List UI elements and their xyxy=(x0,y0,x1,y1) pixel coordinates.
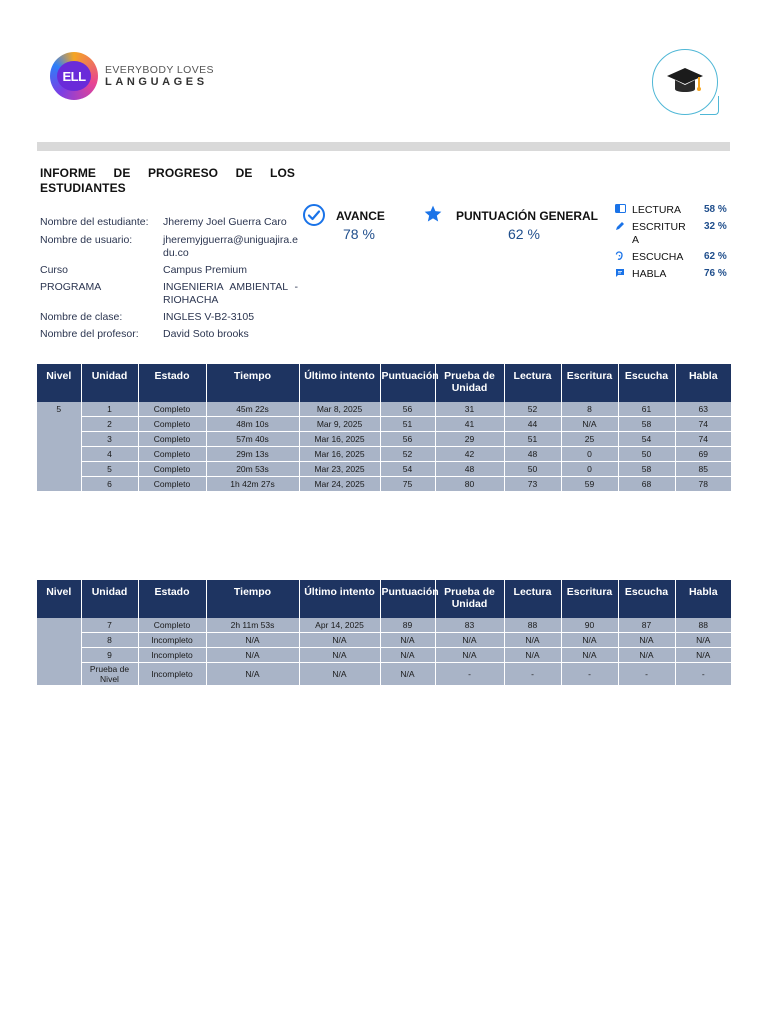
header-divider xyxy=(37,142,730,151)
table-cell: 45m 22s xyxy=(206,402,299,417)
nivel-cell xyxy=(37,618,81,686)
table-cell: 63 xyxy=(675,402,731,417)
username-value: jheremyjguerra@uniguajira.edu.co xyxy=(163,234,298,259)
table-cell: 89 xyxy=(380,618,435,633)
table-cell: 50 xyxy=(618,447,675,462)
table-cell: Completo xyxy=(138,618,206,633)
table-cell: 29 xyxy=(435,432,504,447)
column-header: Tiempo xyxy=(206,364,299,402)
table-cell: Completo xyxy=(138,447,206,462)
table-row xyxy=(37,417,731,432)
nivel-cell: 5 xyxy=(37,402,81,492)
table-cell: N/A xyxy=(561,633,618,648)
column-header: Puntuación xyxy=(380,364,435,402)
table-cell: 52 xyxy=(504,402,561,417)
column-header: Escucha xyxy=(618,364,675,402)
table-cell: N/A xyxy=(675,633,731,648)
table-cell: N/A xyxy=(618,633,675,648)
table-cell: 69 xyxy=(675,447,731,462)
table-cell: N/A xyxy=(435,648,504,663)
table-cell: 56 xyxy=(380,402,435,417)
table-cell: Apr 14, 2025 xyxy=(299,618,380,633)
course-label: Curso xyxy=(40,264,69,276)
table-cell: 48 xyxy=(435,462,504,477)
table-cell: N/A xyxy=(206,663,299,686)
table-cell: N/A xyxy=(561,648,618,663)
table-row xyxy=(37,618,731,633)
table-cell: Mar 16, 2025 xyxy=(299,432,380,447)
table-cell: 57m 40s xyxy=(206,432,299,447)
table-cell: Incompleto xyxy=(138,633,206,648)
table-cell: 6 xyxy=(81,477,138,492)
table-row xyxy=(37,663,731,686)
table-cell: 7 xyxy=(81,618,138,633)
table-cell: Completo xyxy=(138,462,206,477)
logo-line-1: EVERYBODY LOVES xyxy=(105,64,214,76)
table-cell: Mar 9, 2025 xyxy=(299,417,380,432)
puntuacion-label: PUNTUACIÓN GENERAL xyxy=(456,209,599,223)
speech-bubble-icon xyxy=(614,268,626,280)
table-cell: N/A xyxy=(380,663,435,686)
table-row xyxy=(37,447,731,462)
table-cell: 61 xyxy=(618,402,675,417)
star-icon xyxy=(423,204,443,229)
program-label: PROGRAMA xyxy=(40,281,102,293)
table-cell: 3 xyxy=(81,432,138,447)
class-value: INGLES V-B2-3105 xyxy=(163,311,255,323)
skill-label-habla: HABLA xyxy=(632,268,667,280)
table-cell: N/A xyxy=(206,648,299,663)
table-cell: 88 xyxy=(504,618,561,633)
table-cell: 2 xyxy=(81,417,138,432)
table-cell: 88 xyxy=(675,618,731,633)
table-cell: 1 xyxy=(81,402,138,417)
table-cell: 75 xyxy=(380,477,435,492)
table-cell: 74 xyxy=(675,432,731,447)
table-row xyxy=(37,462,731,477)
column-header: Unidad xyxy=(81,580,138,618)
table-header-row xyxy=(37,364,731,402)
table-cell: N/A xyxy=(435,633,504,648)
table-cell: - xyxy=(618,663,675,686)
table-cell: N/A xyxy=(380,648,435,663)
skill-label-escritura: ESCRITURA xyxy=(632,221,686,246)
table-cell: N/A xyxy=(504,648,561,663)
table-cell: Completo xyxy=(138,432,206,447)
brand-logo xyxy=(50,50,214,102)
table-cell: N/A xyxy=(206,633,299,648)
table-cell: N/A xyxy=(380,633,435,648)
table-cell: 48m 10s xyxy=(206,417,299,432)
logo-mark: ELL xyxy=(57,61,91,91)
teacher-label: Nombre del profesor: xyxy=(40,328,139,340)
column-header: Puntuación xyxy=(380,580,435,618)
column-header: Estado xyxy=(138,580,206,618)
table-cell: 20m 53s xyxy=(206,462,299,477)
table-row xyxy=(37,633,731,648)
course-value: Campus Premium xyxy=(163,264,248,276)
table-cell: 51 xyxy=(504,432,561,447)
table-cell: Completo xyxy=(138,402,206,417)
column-header: Escritura xyxy=(561,364,618,402)
column-header: Lectura xyxy=(504,364,561,402)
column-header: Unidad xyxy=(81,364,138,402)
table-row xyxy=(37,402,731,417)
column-header: Prueba de Unidad xyxy=(435,364,504,402)
class-label: Nombre de clase: xyxy=(40,311,123,323)
progress-table-level-5 xyxy=(37,364,731,492)
table-row xyxy=(37,648,731,663)
skill-value-escritura: 32 % xyxy=(704,221,727,232)
table-cell: 54 xyxy=(380,462,435,477)
table-cell: - xyxy=(504,663,561,686)
table-cell: Mar 16, 2025 xyxy=(299,447,380,462)
column-header: Prueba de Unidad xyxy=(435,580,504,618)
table-cell: 42 xyxy=(435,447,504,462)
table-header-row xyxy=(37,580,731,618)
table-cell: 58 xyxy=(618,462,675,477)
graduation-badge xyxy=(652,49,718,115)
table-cell: 9 xyxy=(81,648,138,663)
table-cell: 78 xyxy=(675,477,731,492)
table-cell: 80 xyxy=(435,477,504,492)
skill-label-escucha: ESCUCHA xyxy=(632,251,684,263)
table-cell: 8 xyxy=(561,402,618,417)
student-name-label: Nombre del estudiante: xyxy=(40,216,149,228)
table-cell: Incompleto xyxy=(138,648,206,663)
table-cell: - xyxy=(435,663,504,686)
table-cell: 74 xyxy=(675,417,731,432)
table-body xyxy=(37,402,731,492)
book-icon xyxy=(614,204,626,216)
table-cell: - xyxy=(675,663,731,686)
table-cell: Incompleto xyxy=(138,663,206,686)
table-cell: Completo xyxy=(138,477,206,492)
username-label: Nombre de usuario: xyxy=(40,234,133,246)
table-cell: Mar 24, 2025 xyxy=(299,477,380,492)
table-cell: 4 xyxy=(81,447,138,462)
table-cell: 8 xyxy=(81,633,138,648)
table-cell: Completo xyxy=(138,417,206,432)
table-cell: 83 xyxy=(435,618,504,633)
table-cell: 25 xyxy=(561,432,618,447)
table-cell: Prueba de Nivel xyxy=(81,663,138,686)
logo-line-2: LANGUAGES xyxy=(105,76,208,88)
progress-table-level-6 xyxy=(37,580,731,686)
table-cell: Mar 8, 2025 xyxy=(299,402,380,417)
ear-icon xyxy=(614,251,626,263)
skill-label-lectura: LECTURA xyxy=(632,204,682,216)
puntuacion-value: 62 % xyxy=(508,226,540,242)
column-header: Nivel xyxy=(37,364,81,402)
column-header: Nivel xyxy=(37,580,81,618)
column-header: Último intento xyxy=(299,364,380,402)
avance-value: 78 % xyxy=(343,226,375,242)
table-cell: N/A xyxy=(299,663,380,686)
table-cell: - xyxy=(561,663,618,686)
table-cell: 58 xyxy=(618,417,675,432)
table-cell: 85 xyxy=(675,462,731,477)
check-circle-icon xyxy=(302,203,326,232)
column-header: Lectura xyxy=(504,580,561,618)
program-value: INGENIERIA AMBIENTAL - RIOHACHA xyxy=(163,281,298,306)
table-cell: 0 xyxy=(561,447,618,462)
table-cell: 41 xyxy=(435,417,504,432)
table-cell: 73 xyxy=(504,477,561,492)
report-title: INFORME DE PROGRESO DE LOS ESTUDIANTES xyxy=(40,166,295,195)
table-cell: 31 xyxy=(435,402,504,417)
skill-value-escucha: 62 % xyxy=(704,251,727,262)
column-header: Último intento xyxy=(299,580,380,618)
table-cell: 54 xyxy=(618,432,675,447)
table-row xyxy=(37,432,731,447)
table-cell: Mar 23, 2025 xyxy=(299,462,380,477)
table-cell: N/A xyxy=(299,633,380,648)
table-cell: N/A xyxy=(618,648,675,663)
table-cell: 2h 11m 53s xyxy=(206,618,299,633)
column-header: Escritura xyxy=(561,580,618,618)
table-cell: 0 xyxy=(561,462,618,477)
table-cell: 1h 42m 27s xyxy=(206,477,299,492)
table-cell: 59 xyxy=(561,477,618,492)
table-cell: N/A xyxy=(675,648,731,663)
table-cell: N/A xyxy=(561,417,618,432)
column-header: Escucha xyxy=(618,580,675,618)
table-cell: 51 xyxy=(380,417,435,432)
table-cell: 56 xyxy=(380,432,435,447)
table-cell: 44 xyxy=(504,417,561,432)
table-cell: N/A xyxy=(299,648,380,663)
column-header: Tiempo xyxy=(206,580,299,618)
pencil-icon xyxy=(614,221,626,233)
skill-value-lectura: 58 % xyxy=(704,204,727,215)
table-cell: 68 xyxy=(618,477,675,492)
table-cell: 87 xyxy=(618,618,675,633)
table-cell: 48 xyxy=(504,447,561,462)
teacher-value: David Soto brooks xyxy=(163,328,249,340)
skill-value-habla: 76 % xyxy=(704,268,727,279)
table-cell: N/A xyxy=(504,633,561,648)
column-header: Estado xyxy=(138,364,206,402)
table-cell: 50 xyxy=(504,462,561,477)
table-row xyxy=(37,477,731,492)
graduation-cap-icon xyxy=(665,64,705,100)
table-cell: 29m 13s xyxy=(206,447,299,462)
table-cell: 5 xyxy=(81,462,138,477)
table-body xyxy=(37,618,731,686)
avance-label: AVANCE xyxy=(336,209,385,223)
logo-circle xyxy=(50,52,98,100)
table-cell: 90 xyxy=(561,618,618,633)
student-name-value: Jheremy Joel Guerra Caro xyxy=(163,216,287,228)
column-header: Habla xyxy=(675,580,731,618)
column-header: Habla xyxy=(675,364,731,402)
table-cell: 52 xyxy=(380,447,435,462)
